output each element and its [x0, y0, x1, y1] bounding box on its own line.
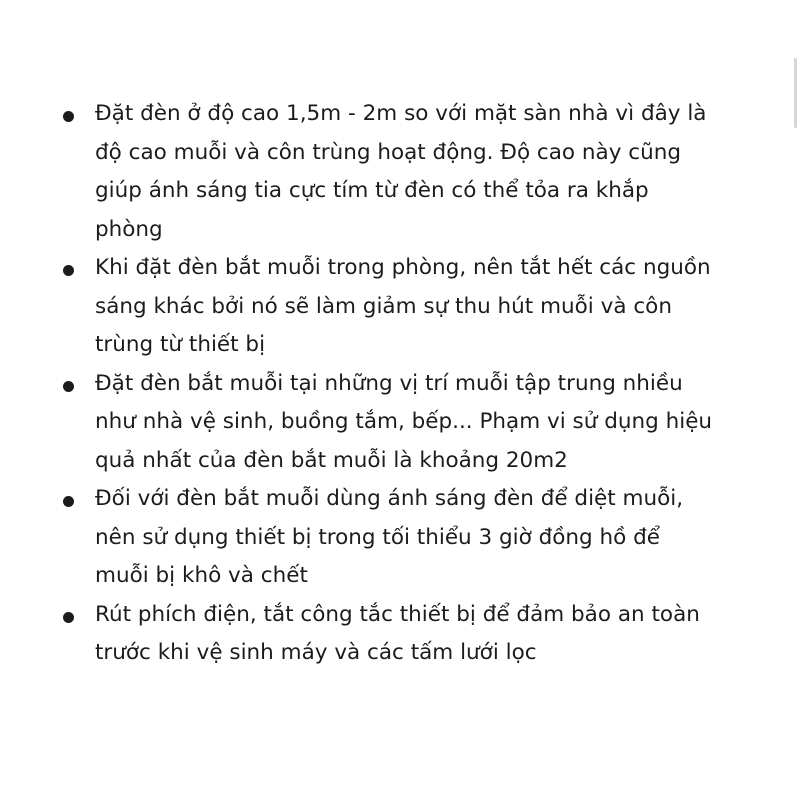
bullet-dot-icon — [63, 496, 74, 507]
list-item-text-line: Đặt đèn bắt muỗi tại những vị trí muỗi tập trung nhiều — [95, 370, 683, 396]
bullet-dot-icon — [63, 381, 74, 392]
list-item-text-line: Rút phích điện, tắt công tắc thiết bị để đảm bảo an toàn — [95, 601, 700, 627]
list-item — [0, 596, 800, 673]
list-item-text-line: nên sử dụng thiết bị trong tối thiểu 3 giờ đồng hồ để — [95, 524, 661, 550]
list-item-text-line: độ cao muỗi và côn trùng hoạt động. Độ cao này cũng — [95, 139, 682, 165]
list-item — [0, 95, 800, 249]
list-item-text-line: Khi đặt đèn bắt muỗi trong phòng, nên tắt hết các nguồn — [95, 255, 711, 280]
list-item-text-line: sáng khác bởi nó sẽ làm giảm sự thu hút muỗi và côn — [95, 293, 672, 319]
bullet-dot-icon — [63, 111, 74, 122]
tips-bullet-list — [0, 95, 800, 673]
list-item-text-line: quả nhất của đèn bắt muỗi là khoảng 20m2 — [95, 447, 568, 473]
list-item — [0, 249, 800, 365]
bullet-dot-icon — [63, 612, 74, 623]
list-item-text-line: phòng — [95, 216, 163, 242]
list-item-text-line: Đối với đèn bắt muỗi dùng ánh sáng đèn để diệt muỗi, — [95, 486, 684, 511]
list-item-text-line: như nhà vệ sinh, buồng tắm, bếp... Phạm vi sử dụng hiệu — [95, 409, 713, 434]
list-item — [0, 365, 800, 481]
list-item-text-line: giúp ánh sáng tia cực tím từ đèn có thể tỏa ra khắp — [95, 178, 649, 203]
list-item-text-line: trước khi vệ sinh máy và các tấm lưới lọc — [95, 640, 537, 665]
list-item — [0, 480, 800, 596]
list-item-text-line: Đặt đèn ở độ cao 1,5m - 2m so với mặt sàn nhà vì đây là — [95, 101, 707, 126]
list-item-text-line: trùng từ thiết bị — [95, 332, 266, 357]
bullet-dot-icon — [63, 265, 74, 276]
document-body — [0, 95, 800, 673]
list-item-text-line: muỗi bị khô và chết — [95, 563, 308, 588]
